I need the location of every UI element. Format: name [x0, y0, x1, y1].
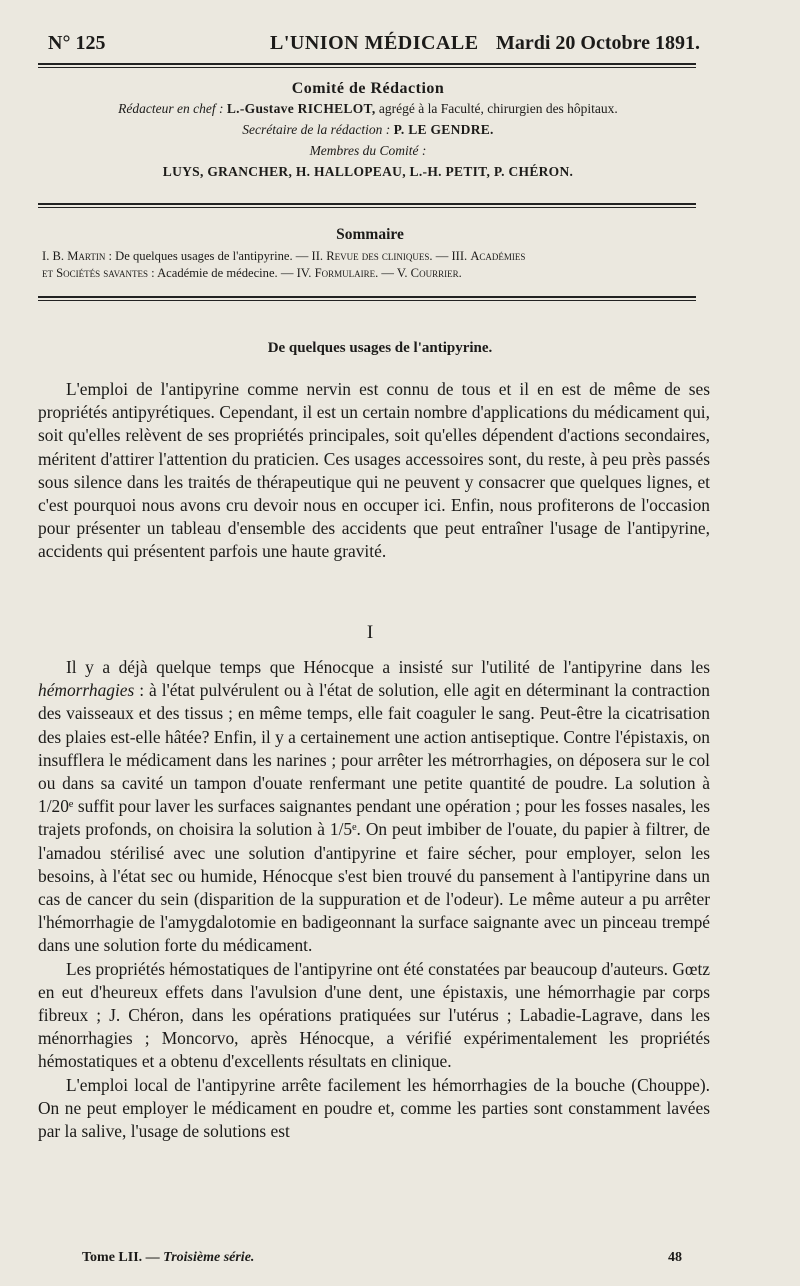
sommaire-line-2 — [42, 265, 698, 282]
toc-section: Revue des cliniques — [326, 249, 430, 263]
members-list: LUYS, GRANCHER, H. HALLOPEAU, L.-H. PETIT, P. CHÉRON. — [162, 164, 574, 179]
paragraph-3: L'emploi local de l'antipyrine arrête facilement les hémorrhagies de la bouche (Chouppe). On ne peut employer le médicament en poudre et, comme les parties sont constamment lavées par la salive, l'usage de solutions est — [38, 1074, 710, 1142]
toc-text: . — [458, 266, 462, 280]
paragraph-2: Les propriétés hémostatiques de l'antipyrine ont été constatées par beaucoup d'auteurs. Gœtz en eut d'heureux effets dans l'avulsion d'une dent, une épistaxis, une hémorrhagie par corps fibreux ; J. Chéron, dans les opérations pratiquées sur l'utérus ; Labadie-Lagrave, dans les ménorrhagies ; Moncorvo, après Hénocque, a vérifié expérimentalement les propriétés hémostatiques et a obtenu d'excellents résultats en clinique. — [38, 958, 710, 1072]
toc-text: : De quelques usages de l'antipyrine. — II. — [105, 249, 327, 263]
committee-rule — [38, 203, 696, 205]
sommaire-rule-thin — [38, 300, 696, 301]
section-number: I — [366, 622, 374, 643]
members-line — [48, 140, 688, 161]
article-intro — [38, 378, 710, 564]
toc-section: Courrier — [410, 266, 459, 280]
footer-volume: Tome LII. — Troisième série. — [82, 1250, 255, 1265]
article-body — [38, 656, 710, 1143]
sommaire-rule — [38, 296, 696, 298]
issue-date: Mardi 20 Octobre 1891. — [495, 32, 700, 54]
committee-title: Comité de Rédaction — [291, 80, 445, 97]
secretary-line — [48, 119, 688, 140]
paragraph-text: : à l'état pulvérulent ou à l'état de solution, elle agit en déterminant la contraction des vaisseaux et des tissus ; en même temps, elle fait coaguler le sang. Peut-être la cicatrisation des plaies est-elle hâtée? Enfin, il y a certainement une action antiseptique. Contre l'épistaxis, on insufflera le médicament dans les narines ; pour arrêter les métrorrhagies, on déposera sur le col ou dans sa cavité un tampon d'ouate renfermant une petite quantité de poudre. La solution à 1/20ᵉ suffit pour laver les surfaces saignantes pendant une opération ; pour les fosses nasales, les trajets profonds, on choisira la solution à 1/5ᵉ. On peut imbiber de l'ouate, du papier à filtrer, de l'amadou stérilisé avec une solution d'antipyrine et faire sécher, pour employer, selon les besoins, à l'état sec ou humide, Hénocque s'est bien trouvé du pansement à l'antipyrine dans un cas de cancer du sein (disparition de la suppuration et de l'odeur). Le même auteur a pu arrêter l'hémorrhagie de l'amygdalotomie en badigeonnant la surface saignante avec un pinceau trempé dans une solution forte du médicament. — [38, 680, 710, 956]
table-of-contents — [42, 226, 698, 282]
toc-text: . — III. — [429, 249, 471, 263]
toc-text: : Académie de médecine. — IV. — [147, 266, 315, 280]
article-title: De quelques usages de l'antipyrine. — [267, 340, 493, 356]
volume-label: Tome LII. — [82, 1250, 143, 1265]
editorial-committee — [48, 80, 688, 182]
editor-line — [48, 98, 688, 119]
toc-section: Formulaire — [314, 266, 376, 280]
paragraph-text: Il y a déjà quelque temps que Hénocque a insisté sur l'utilité de l'antipyrine dans les — [66, 657, 710, 677]
editor-desc: agrégé à la Faculté, chirurgien des hôpitaux. — [378, 101, 618, 116]
journal-title: L'UNION MÉDICALE — [270, 32, 479, 54]
toc-author: I. B. Martin — [42, 249, 106, 263]
page-number: 48 — [668, 1250, 682, 1265]
toc-text: . — V. — [375, 266, 411, 280]
members-role: Membres du Comité : — [309, 143, 427, 158]
header-rule-thin — [38, 67, 696, 68]
page-header — [48, 32, 708, 60]
series-label: Troisième série. — [163, 1250, 255, 1265]
toc-section: Académies — [470, 249, 526, 263]
header-rule — [38, 63, 696, 65]
emphasis-text: hémorrhagies — [38, 680, 135, 701]
issue-number: N° 125 — [48, 32, 106, 54]
editor-role: Rédacteur en chef : — [118, 101, 224, 116]
intro-paragraph: L'emploi de l'antipyrine comme nervin est connu de tous et il en est de même de ses propriétés antipyrétiques. Cependant, il est un certain nombre d'applications du médicament qui, soit qu'elles relèvent de ses propriétés principales, soit qu'elles dépendent d'actions secondaires, méritent d'attirer l'attention du praticien. Ces usages accessoires sont, du reste, à peu près passés sous silence dans les traités de thérapeutique qui ne peuvent y consacrer que quelques lignes, et c'est pourquoi nous avons cru devoir nous en occuper ici. Enfin, nous profiterons de l'occasion pour présenter un tableau d'ensemble des accidents que peut entraîner l'usage de l'antipyrine, accidents qui présentent parfois une haute gravité. — [38, 379, 710, 562]
sommaire-title: Sommaire — [336, 226, 404, 243]
committee-rule-thin — [38, 207, 696, 208]
secretary-role: Secrétaire de la rédaction : — [242, 122, 391, 137]
sommaire-line-1 — [42, 248, 698, 265]
page-footer — [82, 1250, 682, 1272]
editor-name: L.-Gustave RICHELOT, — [226, 101, 376, 116]
paragraph-1 — [38, 656, 710, 958]
secretary-name: P. LE GENDRE. — [393, 122, 494, 137]
toc-section: et Sociétés savantes — [42, 266, 148, 280]
